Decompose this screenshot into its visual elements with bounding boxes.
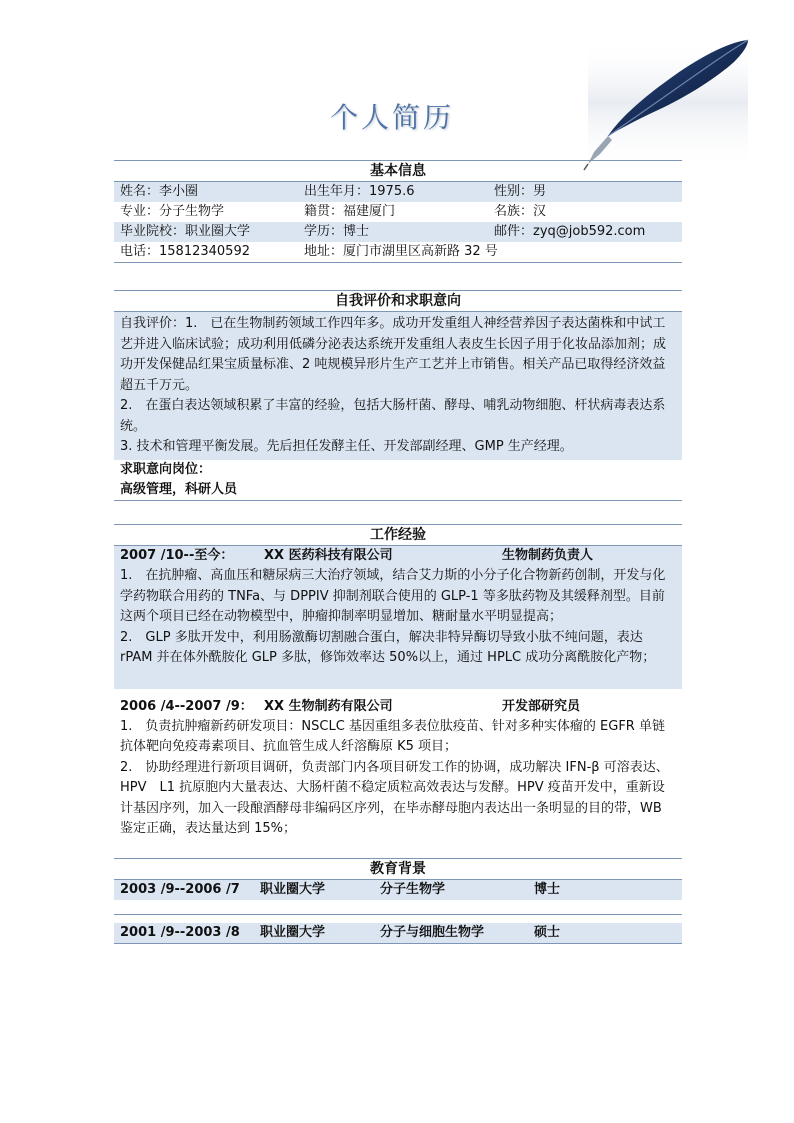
gender-field: 性别：男 (494, 184, 547, 199)
education-heading: 教育背景 (114, 858, 682, 880)
phone-field: 电话：15812340592 (120, 244, 250, 259)
work-section (114, 524, 682, 844)
job-intent-label: 求职意向岗位： (120, 461, 212, 477)
education-row (114, 880, 682, 900)
job-company: XX 医药科技有限公司 (264, 548, 393, 563)
degree-field: 学历：博士 (304, 224, 370, 239)
work-heading: 工作经验 (114, 524, 682, 546)
name-field: 姓名：李小圈 (120, 184, 199, 199)
ethnicity-field: 名族：汉 (494, 204, 547, 219)
edu-major: 分子生物学 (380, 882, 446, 897)
edu-major: 分子与细胞生物学 (380, 925, 485, 940)
job-paragraph: 2. 协助经理进行新项目调研，负责部门内各项目研发工作的协调，成功解决 IFN-β 可溶表达、HPV L1 抗原胞内大量表达、大肠杆菌不稳定质粒高效表达与发酵。HPV 疫苗开发中，重新设计基因序列，加入一段酿酒酵母非编码区序列，在毕赤酵母胞内表达出一条明显的目的带，WB 鉴定正确，表达量达到 15%； (120, 759, 669, 836)
job-paragraph: 1. 负责抗肿瘤新药研发项目：NSCLC 基因重组多表位肽疫苗、针对多种实体瘤的 EGFR 单链抗体靶向免疫毒素项目、抗血管生成人纤溶酶原 K5 项目； (120, 718, 665, 754)
info-row (114, 202, 682, 222)
edu-date: 2001 /9--2003 /8 (120, 925, 240, 940)
self-eval-paragraph: 2. 在蛋白表达领域积累了丰富的经验，包括大肠杆菌、酵母、哺乳动物细胞、杆状病毒表达系统。 (120, 398, 666, 434)
info-row (114, 182, 682, 202)
birth-field: 出生年月：1975.6 (304, 184, 415, 199)
email-field[interactable]: 邮件：zyq@job592.com (494, 224, 646, 239)
job-role: 开发部研究员 (502, 698, 581, 714)
job-date: 2006 /4--2007 /9： (120, 698, 253, 714)
edu-degree: 硕士 (534, 925, 561, 940)
job-paragraph: 1. 在抗肿瘤、高血压和糖尿病三大治疗领域，结合艾力斯的小分子化合物新药创制，开发与化学药物联合用药的 TNFa、与 DPPIV 抑制剂联合使用的 GLP-1 等多肽药物及其缓释剂型。目前这两个项目已经在动物模型中，肿瘤抑制率明显增加、糖耐量水平明显提高； (120, 568, 666, 624)
basic-info-section (114, 160, 682, 263)
job-paragraph: 2. GLP 多肽开发中，利用肠激酶切割融合蛋白，解决非特异酶切导致小肽不纯问题，表达 rPAM 并在体外酰胺化 GLP 多肽，修饰效率达 50%以上，通过 HPLC 成功分离酰胺化产物； (120, 629, 656, 665)
info-row (114, 242, 682, 263)
address-field: 地址：厦门市湖里区高新路 32 号 (304, 244, 498, 259)
job-description (114, 566, 682, 689)
edu-school: 职业圈大学 (260, 925, 326, 940)
job-description (114, 717, 682, 844)
job-intent-value: 高级管理，科研人员 (114, 480, 682, 501)
job-role: 生物制药负责人 (502, 548, 594, 563)
education-row (114, 923, 682, 944)
job-header (114, 697, 682, 717)
divider (114, 900, 682, 915)
self-eval-paragraph: 3. 技术和管理平衡发展。先后担任发酵主任、开发部副经理、GMP 生产经理。 (120, 439, 573, 454)
major-field: 专业：分子生物学 (120, 204, 225, 219)
self-eval-block (114, 312, 682, 460)
self-eval-heading: 自我评价和求职意向 (114, 290, 682, 312)
job-header (114, 546, 682, 566)
self-eval-section (114, 290, 682, 501)
page-title: 个人简历 (330, 101, 455, 134)
basic-info-heading: 基本信息 (114, 160, 682, 182)
school-field: 毕业院校：职业圈大学 (120, 224, 251, 239)
self-eval-paragraph: 自我评价：1. 已在生物制药领域工作四年多。成功开发重组人神经营养因子表达菌株和中试工艺并进入临床试验；成功利用低磷分泌表达系统开发重组人表皮生长因子用于化妆品添加剂；成功开发保健品红果宝质量标准、2 吨规模异形片生产工艺并上市销售。相关产品已取得经济效益超五千万元。 (120, 316, 667, 393)
hometown-field: 籍贯：福建厦门 (304, 204, 396, 219)
edu-date: 2003 /9--2006 /7 (120, 882, 240, 897)
job-date: 2007 /10--至今： (120, 548, 234, 563)
quill-pen-icon (548, 18, 754, 176)
job-company: XX 生物制药有限公司 (264, 698, 393, 714)
education-section (114, 858, 682, 944)
edu-school: 职业圈大学 (260, 882, 326, 897)
edu-degree: 博士 (534, 882, 561, 897)
info-row (114, 222, 682, 242)
